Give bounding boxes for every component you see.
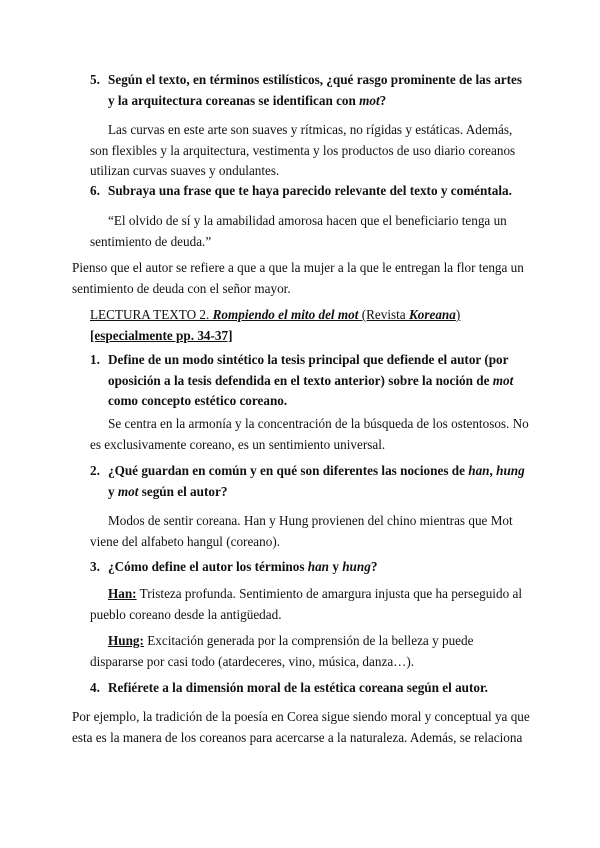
question-text: y — [108, 483, 118, 499]
emphasis-term: han — [468, 463, 490, 478]
reading-answer-4 — [72, 707, 542, 748]
question-number: 5. — [90, 72, 100, 87]
emphasis-term: mot — [117, 483, 139, 499]
emphasis-term: hung — [342, 559, 371, 574]
question-number: 6. — [90, 183, 100, 198]
answer-line: Las curvas en este arte son suaves y rítmicas, no rígidas y estáticas. Además, — [108, 122, 513, 137]
question-line — [90, 557, 530, 578]
emphasis-term: hung — [496, 463, 525, 478]
question-line — [90, 91, 530, 112]
question-line — [90, 461, 530, 482]
heading-prefix: LECTURA TEXTO 2. — [90, 307, 213, 322]
reading-title: Rompiendo el mito del mot — [212, 307, 359, 322]
page-range: [especialmente pp. 34-37] — [90, 327, 233, 343]
answer-text: Tristeza profunda. Sentimiento de amargura injusta que ha perseguido al — [136, 586, 522, 601]
term-label: Han: — [108, 586, 137, 601]
question-line: como concepto estético coreano. — [108, 393, 288, 408]
question-text: oposición a la tesis defendida en el texto anterior) sobre la noción de — [108, 372, 493, 388]
question-text: ¿Qué guardan en común y en qué son diferentes las nociones de — [108, 463, 469, 478]
answer-line: Por ejemplo, la tradición de la poesía en Corea sigue siendo moral y conceptual ya que — [72, 709, 530, 724]
question-number: 3. — [90, 559, 100, 574]
comment-line: Pienso que el autor se refiere a que a que la mujer a la que le entregan la flor tenga un — [72, 260, 524, 275]
emphasis-term: han — [307, 559, 330, 574]
reading-question-4 — [90, 678, 530, 699]
answer-line: Se centra en la armonía y la concentración de la búsqueda de los ostentosos. No — [108, 416, 529, 431]
answer-line: viene del alfabeto hangul (coreano). — [90, 533, 281, 549]
question-text: según el autor? — [138, 483, 228, 499]
question-text: ? — [379, 92, 387, 108]
reading-question-3 — [90, 557, 530, 578]
reading-answer-2 — [90, 511, 542, 552]
answer-line: son flexibles y la arquitectura, vestimenta y los productos de uso diario coreanos — [90, 142, 516, 158]
quote-line: sentimiento de deuda.” — [90, 233, 212, 249]
question-line: Define de un modo sintético la tesis principal que defiende el autor (por — [108, 352, 509, 367]
question-text: , — [489, 463, 497, 478]
answer-line: es exclusivamente coreano, es un sentimiento universal. — [90, 436, 386, 452]
reading-answer-1 — [90, 414, 542, 455]
term-label: Hung: — [108, 633, 144, 648]
reading-answer-3-han — [90, 584, 542, 625]
question-5 — [90, 70, 530, 111]
answer-line: pueblo coreano desde la antigüedad. — [90, 606, 282, 622]
quote-line: “El olvido de sí y la amabilidad amorosa hacen que el beneficiario tenga un — [108, 213, 507, 228]
heading-text: (Revista — [358, 307, 409, 322]
question-line: Refiérete a la dimensión moral de la estética coreana según el autor. — [108, 680, 488, 695]
reading-answer-3-hung — [90, 631, 542, 672]
reading-question-2 — [90, 461, 530, 502]
answer-line: esta es la manera de los coreanos para acercarse a la naturaleza. Además, se relaciona — [72, 729, 523, 745]
answer-line: utilizan curvas suaves y ondulantes. — [90, 163, 280, 178]
answer-text: Excitación generada por la comprensión de la belleza y puede — [143, 633, 474, 648]
reading-question-1 — [90, 350, 530, 412]
emphasis-term: mot — [359, 92, 380, 108]
question-line — [90, 371, 530, 392]
heading-text: ) — [455, 307, 461, 322]
question-line — [90, 482, 530, 503]
answer-6-comment — [72, 258, 542, 299]
answer-line: Modos de sentir coreana. Han y Hung provienen del chino mientras que Mot — [108, 513, 513, 528]
answer-5 — [90, 120, 542, 182]
question-number: 4. — [90, 680, 100, 695]
question-number: 1. — [90, 352, 100, 367]
question-text: ? — [370, 559, 378, 574]
question-text: y la arquitectura coreanas se identifican con — [108, 92, 360, 108]
answer-6-quote — [90, 211, 542, 252]
question-number: 2. — [90, 463, 100, 478]
question-line: Según el texto, en términos estilísticos, ¿qué rasgo prominente de las artes — [108, 72, 523, 87]
question-text: ¿Cómo define el autor los términos — [108, 559, 308, 574]
question-line: Subraya una frase que te haya parecido relevante del texto y coméntala. — [108, 183, 512, 198]
magazine-name: Koreana — [408, 307, 456, 322]
question-6 — [90, 181, 530, 202]
comment-line: sentimiento de deuda con el señor mayor. — [72, 280, 291, 296]
emphasis-term: mot — [492, 372, 514, 388]
reading-heading — [90, 305, 530, 346]
question-text: y — [329, 559, 343, 574]
answer-line: dispararse por casi todo (atardeceres, vino, música, danza…). — [90, 653, 415, 669]
